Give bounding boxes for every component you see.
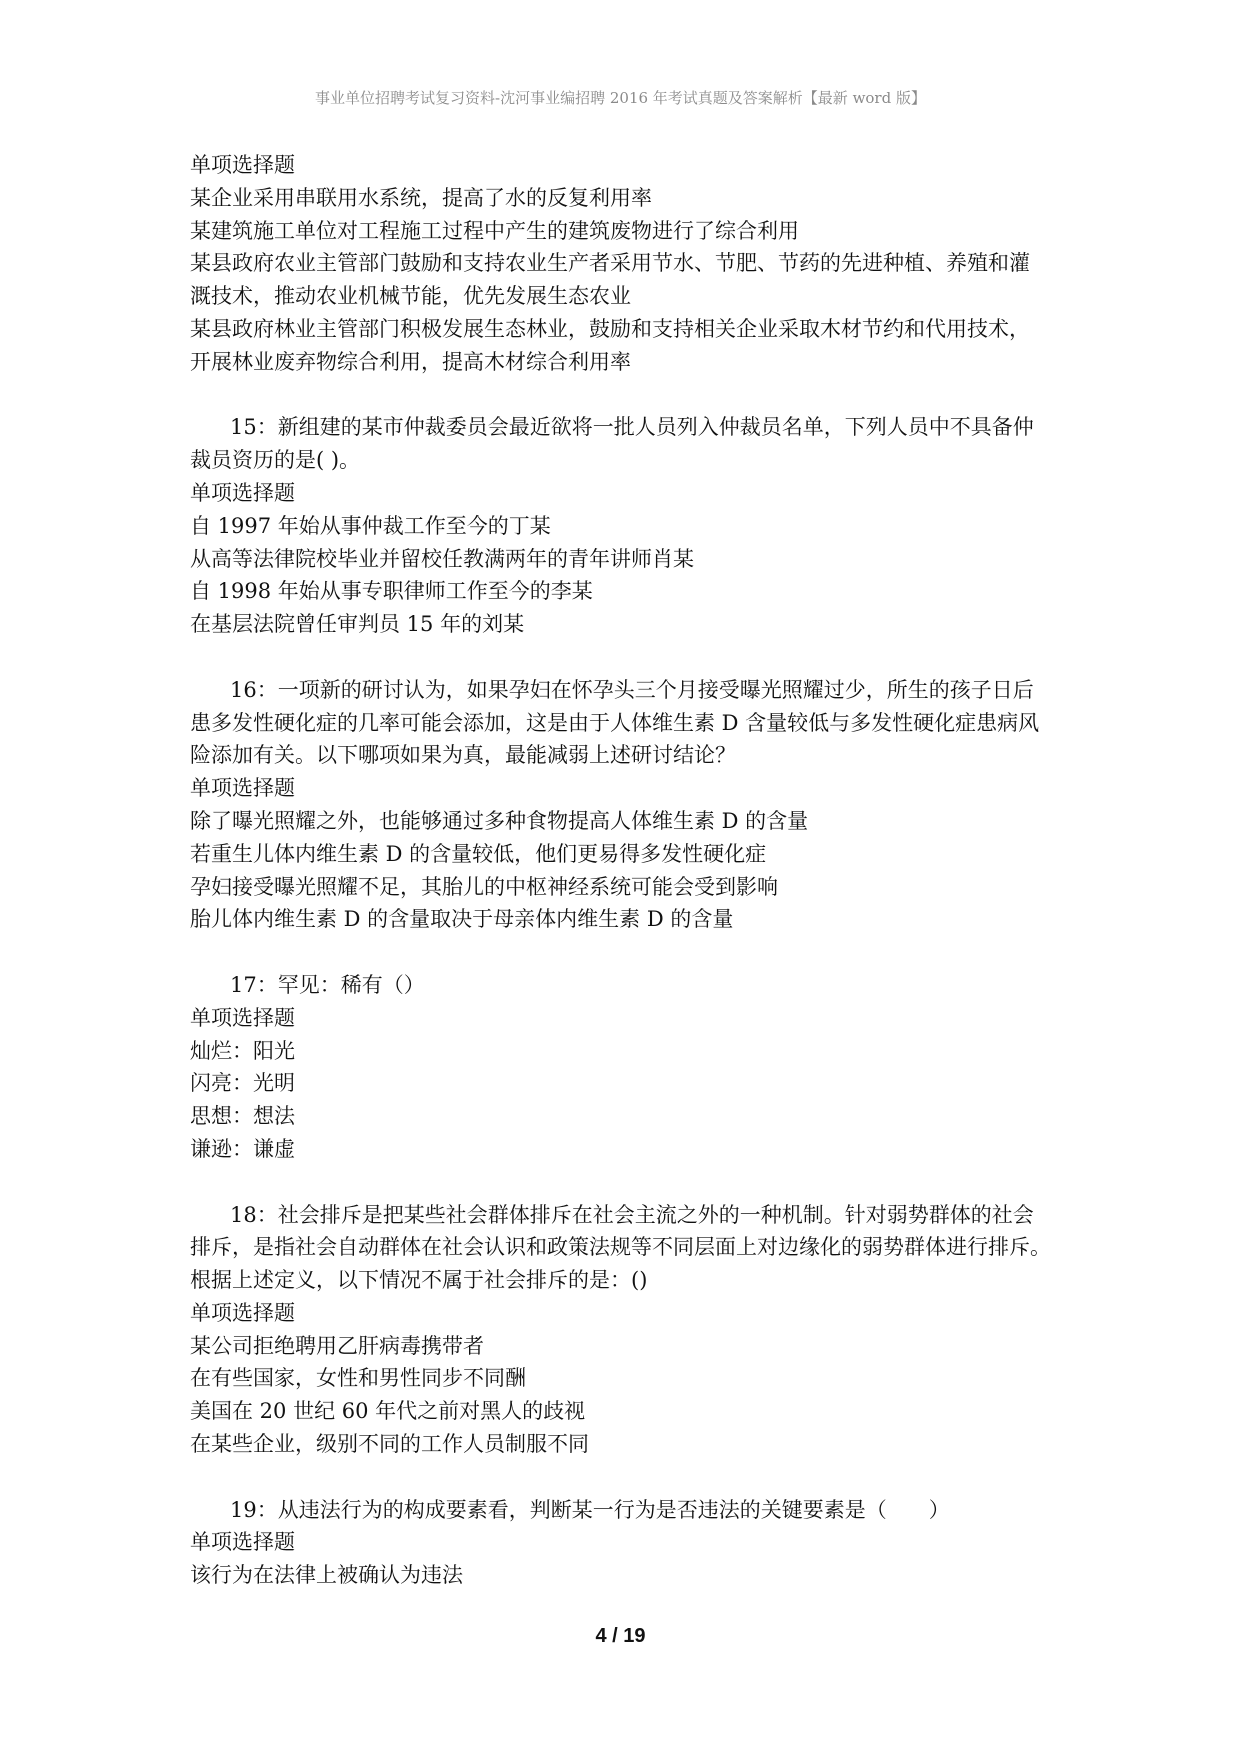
stem-line: 17：罕见：稀有（） [230,972,425,997]
question-16 [190,674,1090,936]
stem-line: 18：社会排斥是把某些社会群体排斥在社会主流之外的一种机制。针对弱势群体的社会 [230,1202,1034,1227]
question-type: 单项选择题 [190,1300,295,1325]
question-type: 单项选择题 [190,776,295,801]
stem-line: 16：一项新的研讨认为，如果孕妇在怀孕头三个月接受曝光照耀过少，所生的孩子日后 [230,677,1034,702]
stem-line: 排斥，是指社会自动群体在社会认识和政策法规等不同层面上对边缘化的弱势群体进行排斥。 [190,1235,1051,1260]
option: 某公司拒绝聘用乙肝病毒携带者 [190,1333,484,1358]
option [190,313,1090,379]
page-header: 事业单位招聘考试复习资料-沈河事业编招聘 2016 年考试真题及答案解析【最新 word 版】 [315,89,926,107]
option: 闪亮：光明 [190,1071,295,1096]
question-15 [190,411,1090,641]
option-line: 某企业采用串联用水系统，提高了水的反复利用率 [190,185,652,210]
option: 除了曝光照耀之外，也能够通过多种食物提高人体维生素 D 的含量 [190,808,809,833]
stem-line: 15：新组建的某市仲裁委员会最近欲将一批人员列入仲裁员名单，下列人员中不具备仲 [230,415,1034,440]
question-stem [190,674,1090,772]
option: 该行为在法律上被确认为违法 [190,1563,463,1588]
stem-line: 根据上述定义，以下情况不属于社会排斥的是：() [190,1268,648,1293]
option-line: 开展林业废弃物综合利用，提高木材综合利用率 [190,349,631,374]
option: 思想：想法 [190,1104,295,1129]
option: 灿烂：阳光 [190,1038,295,1063]
option: 美国在 20 世纪 60 年代之前对黑人的歧视 [190,1399,586,1424]
question-type: 单项选择题 [190,1530,295,1555]
stem-line: 19：从违法行为的构成要素看，判断某一行为是否违法的关键要素是（ ） [230,1497,950,1522]
stem-line: 患多发性硬化症的几率可能会添加，这是由于人体维生素 D 含量较低与多发性硬化症患病风 [190,710,1040,735]
option: 胎儿体内维生素 D 的含量取决于母亲体内维生素 D 的含量 [190,907,734,932]
question-19 [190,1494,1090,1592]
question-type: 单项选择题 [190,1005,295,1030]
option [190,247,1090,313]
option: 从高等法律院校毕业并留校任教满两年的青年讲师肖某 [190,546,694,571]
question-stem [190,1199,1090,1297]
question-stem [190,969,1090,1002]
option: 在某些企业，级别不同的工作人员制服不同 [190,1432,589,1457]
option-line: 某建筑施工单位对工程施工过程中产生的建筑废物进行了综合利用 [190,218,799,243]
option: 在有些国家，女性和男性同步不同酬 [190,1366,526,1391]
question-type: 单项选择题 [190,480,295,505]
option: 若重生儿体内维生素 D 的含量较低，他们更易得多发性硬化症 [190,841,767,866]
stem-line: 险添加有关。以下哪项如果为真，最能减弱上述研讨结论？ [190,743,736,768]
question-type: 单项选择题 [190,153,295,177]
stem-line: 裁员资历的是( )。 [190,448,361,473]
question-stem [190,1494,1090,1527]
option: 在基层法院曾任审判员 15 年的刘某 [190,612,525,637]
document-body [190,149,1090,1592]
option: 自 1998 年始从事专职律师工作至今的李某 [190,579,593,604]
option-line: 溉技术，推动农业机械节能，优先发展生态农业 [190,284,631,309]
option [190,215,1090,248]
option-line: 某县政府林业主管部门积极发展生态林业，鼓励和支持相关企业采取木材节约和代用技术， [190,316,1030,341]
option-line: 某县政府农业主管部门鼓励和支持农业生产者采用节水、节肥、节药的先进种植、养殖和灌 [190,251,1030,276]
option: 自 1997 年始从事仲裁工作至今的丁某 [190,513,551,538]
option: 孕妇接受曝光照耀不足，其胎儿的中枢神经系统可能会受到影响 [190,874,778,899]
option: 谦逊：谦虚 [190,1136,295,1161]
question-18 [190,1199,1090,1461]
question-17 [190,969,1090,1166]
page-number: 4 / 19 [595,1625,646,1647]
question-stem [190,411,1090,477]
question-continued [190,149,1090,379]
option [190,182,1090,215]
